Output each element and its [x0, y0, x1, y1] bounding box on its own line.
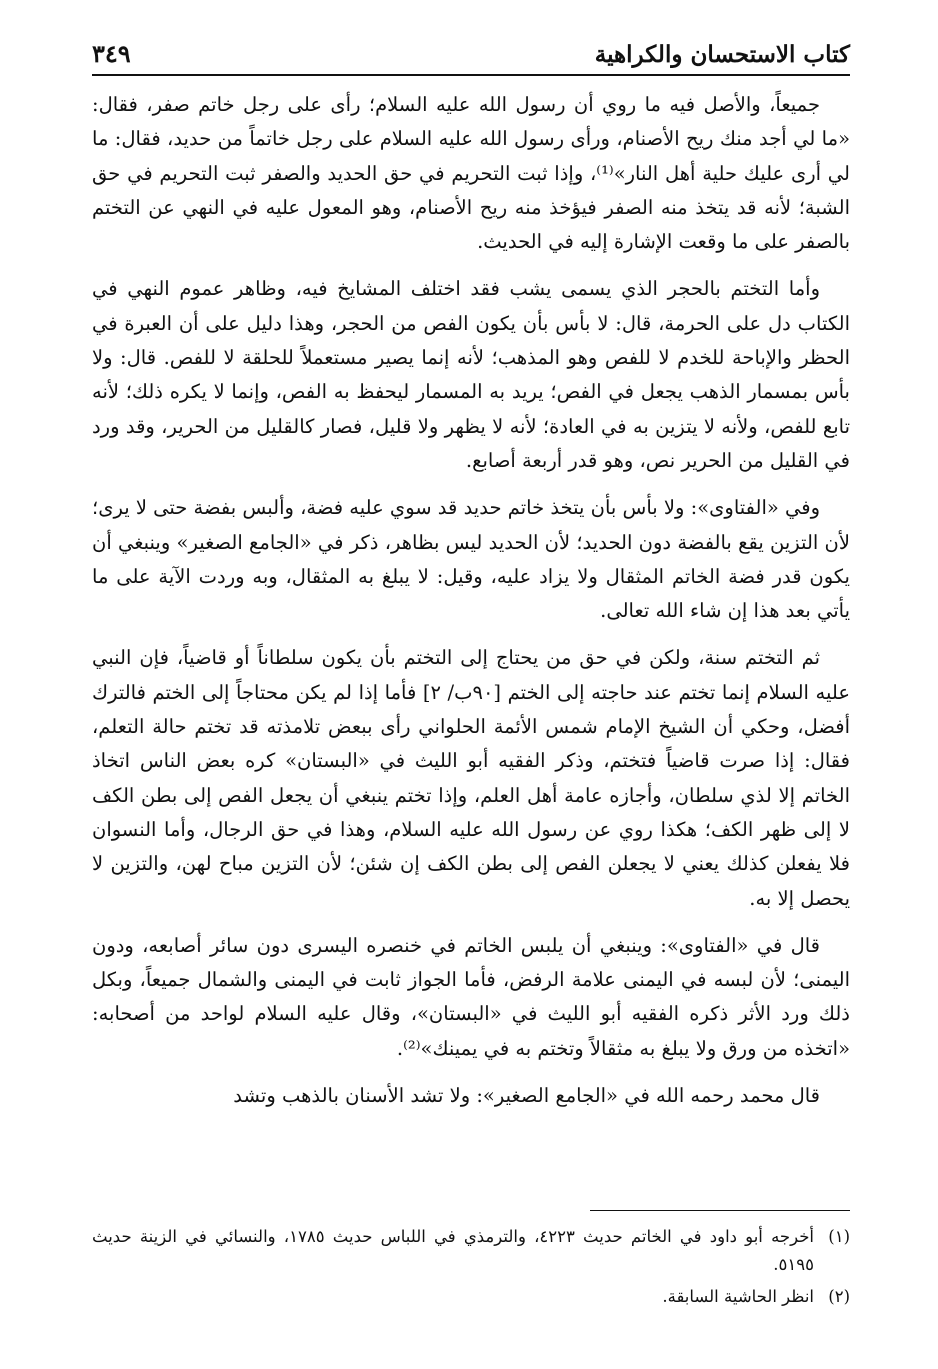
- chapter-title: كتاب الاستحسان والكراهية: [594, 41, 850, 68]
- footnote: [92, 1283, 850, 1311]
- footnote: [92, 1223, 850, 1279]
- paragraph: وأما التختم بالحجر الذي يسمى يشب فقد اختلف المشايخ فيه، وظاهر عموم النهي في الكتاب دل على الحرمة، قال: لا بأس بأن يكون الفص من الحجر، وهذا دليل على أن العبرة في الحظر والإباحة للخدم لا للفص وهو المذهب؛ لأنه إنما يصير مستعملاً للحلقة لا للفص. قال: ولا بأس بمسمار الذهب يجعل في الفص؛ يريد به المسمار ليحفظ به الفص، وإنما لا يكره ذلك؛ لأنه تابع للفص، ولأنه لا يتزين به في العادة؛ لأنه لا يظهر ولا قليل، فصار كالقليل من الحرير، وقد ورد في القليل من الحرير نص، وهو قدر أربعة أصابع.: [92, 277, 850, 472]
- footnote-divider: [590, 1210, 850, 1211]
- paragraph: قال في «الفتاوى»: وينبغي أن يلبس الخاتم في خنصره اليسرى دون سائر أصابعه، ودون اليمنى؛ لأن لبسه في اليمنى علامة الرفض، فأما الجواز ثابت في اليمنى والشمال جميعاً، وبكل ذلك ورد الأثر ذكره الفقيه أبو الليث في «البستان»، وقال عليه السلام لواحد من أصحابه: «اتخذه من ورق ولا يبلغ به مثقالاً وتختم به في يمينك»⁽²⁾.: [92, 933, 850, 1060]
- footnote-text: أخرجه أبو داود في الخاتم حديث ٤٢٢٣، والترمذي في اللباس حديث ١٧٨٥، والنسائي في الزينة حديث ٥١٩٥.: [92, 1227, 814, 1274]
- paragraph: وفي «الفتاوى»: ولا بأس بأن يتخذ خاتم حديد قد سوي عليه فضة، وألبس بفضة حتى لا يرى؛ لأن التزين يقع بالفضة دون الحديد؛ لأن الحديد ليس بظاهر، ذكر في «الجامع الصغير» وينبغي أن يكون قدر فضة الخاتم المثقال ولا يزاد عليه، وقيل: لا يبلغ به المثقال، وبه وردت الآية على ما يأتي بعد هذا إن شاء الله تعالى.: [92, 496, 850, 623]
- page-number: ٣٤٩: [92, 39, 131, 68]
- footnote-number: (١): [828, 1227, 850, 1246]
- footnote-text: انظر الحاشية السابقة.: [662, 1287, 814, 1306]
- main-text: [92, 88, 850, 1126]
- footnotes: [92, 1210, 850, 1315]
- paragraph: جميعاً، والأصل فيه ما روي أن رسول الله عليه السلام؛ رأى على رجل خاتم صفر، فقال: «ما لي أجد منك ريح الأصنام، ورأى رسول الله عليه السلام على رجل خاتماً من حديد، فقال: ما لي أرى عليك حلية أهل النار»⁽¹⁾، وإذا ثبت التحريم في حق الحديد والصفر ثبت التحريم في حق الشبة؛ لأنه قد يتخذ منه الصفر فيؤخذ منه ريح الأصنام، وهو المعول عليه في النهي عن التختم بالصفر على ما وقعت الإشارة إليه في الحديث.: [92, 93, 850, 254]
- paragraph: قال محمد رحمه الله في «الجامع الصغير»: ولا تشد الأسنان بالذهب وتشد: [233, 1084, 820, 1108]
- page-header: [92, 30, 850, 76]
- paragraph: ثم التختم سنة، ولكن في حق من يحتاج إلى التختم بأن يكون سلطاناً أو قاضياً، فإن النبي عليه السلام إنما تختم عند حاجته إلى الختم [٩٠ب/ ٢] فأما إذا لم يكن محتاجاً إلى الختم فالترك أفضل، وحكي أن الشيخ الإمام شمس الأئمة الحلواني رأى ببعض تلامذته قد تختم حالة التعلم، فقال: إذا صرت قاضياً فتختم، وذكر الفقيه أبو الليث في «البستان» كره بعض الناس اتخاذ الخاتم إلا لذي سلطان، وأجازه عامة أهل العلم، وإذا تختم ينبغي أن يجعل الفص إلى بطن الكف لا إلى ظهر الكف؛ هكذا روي عن رسول الله عليه السلام، وهذا في حق الرجال، وأما النسوان فلا يفعلن كذلك يعني لا يجعلن الفص إلى بطن الكف إن شئن؛ لأن التزين مباح لهن، والتزين لا يحصل إلا به.: [92, 646, 850, 910]
- footnote-number: (٢): [828, 1287, 850, 1306]
